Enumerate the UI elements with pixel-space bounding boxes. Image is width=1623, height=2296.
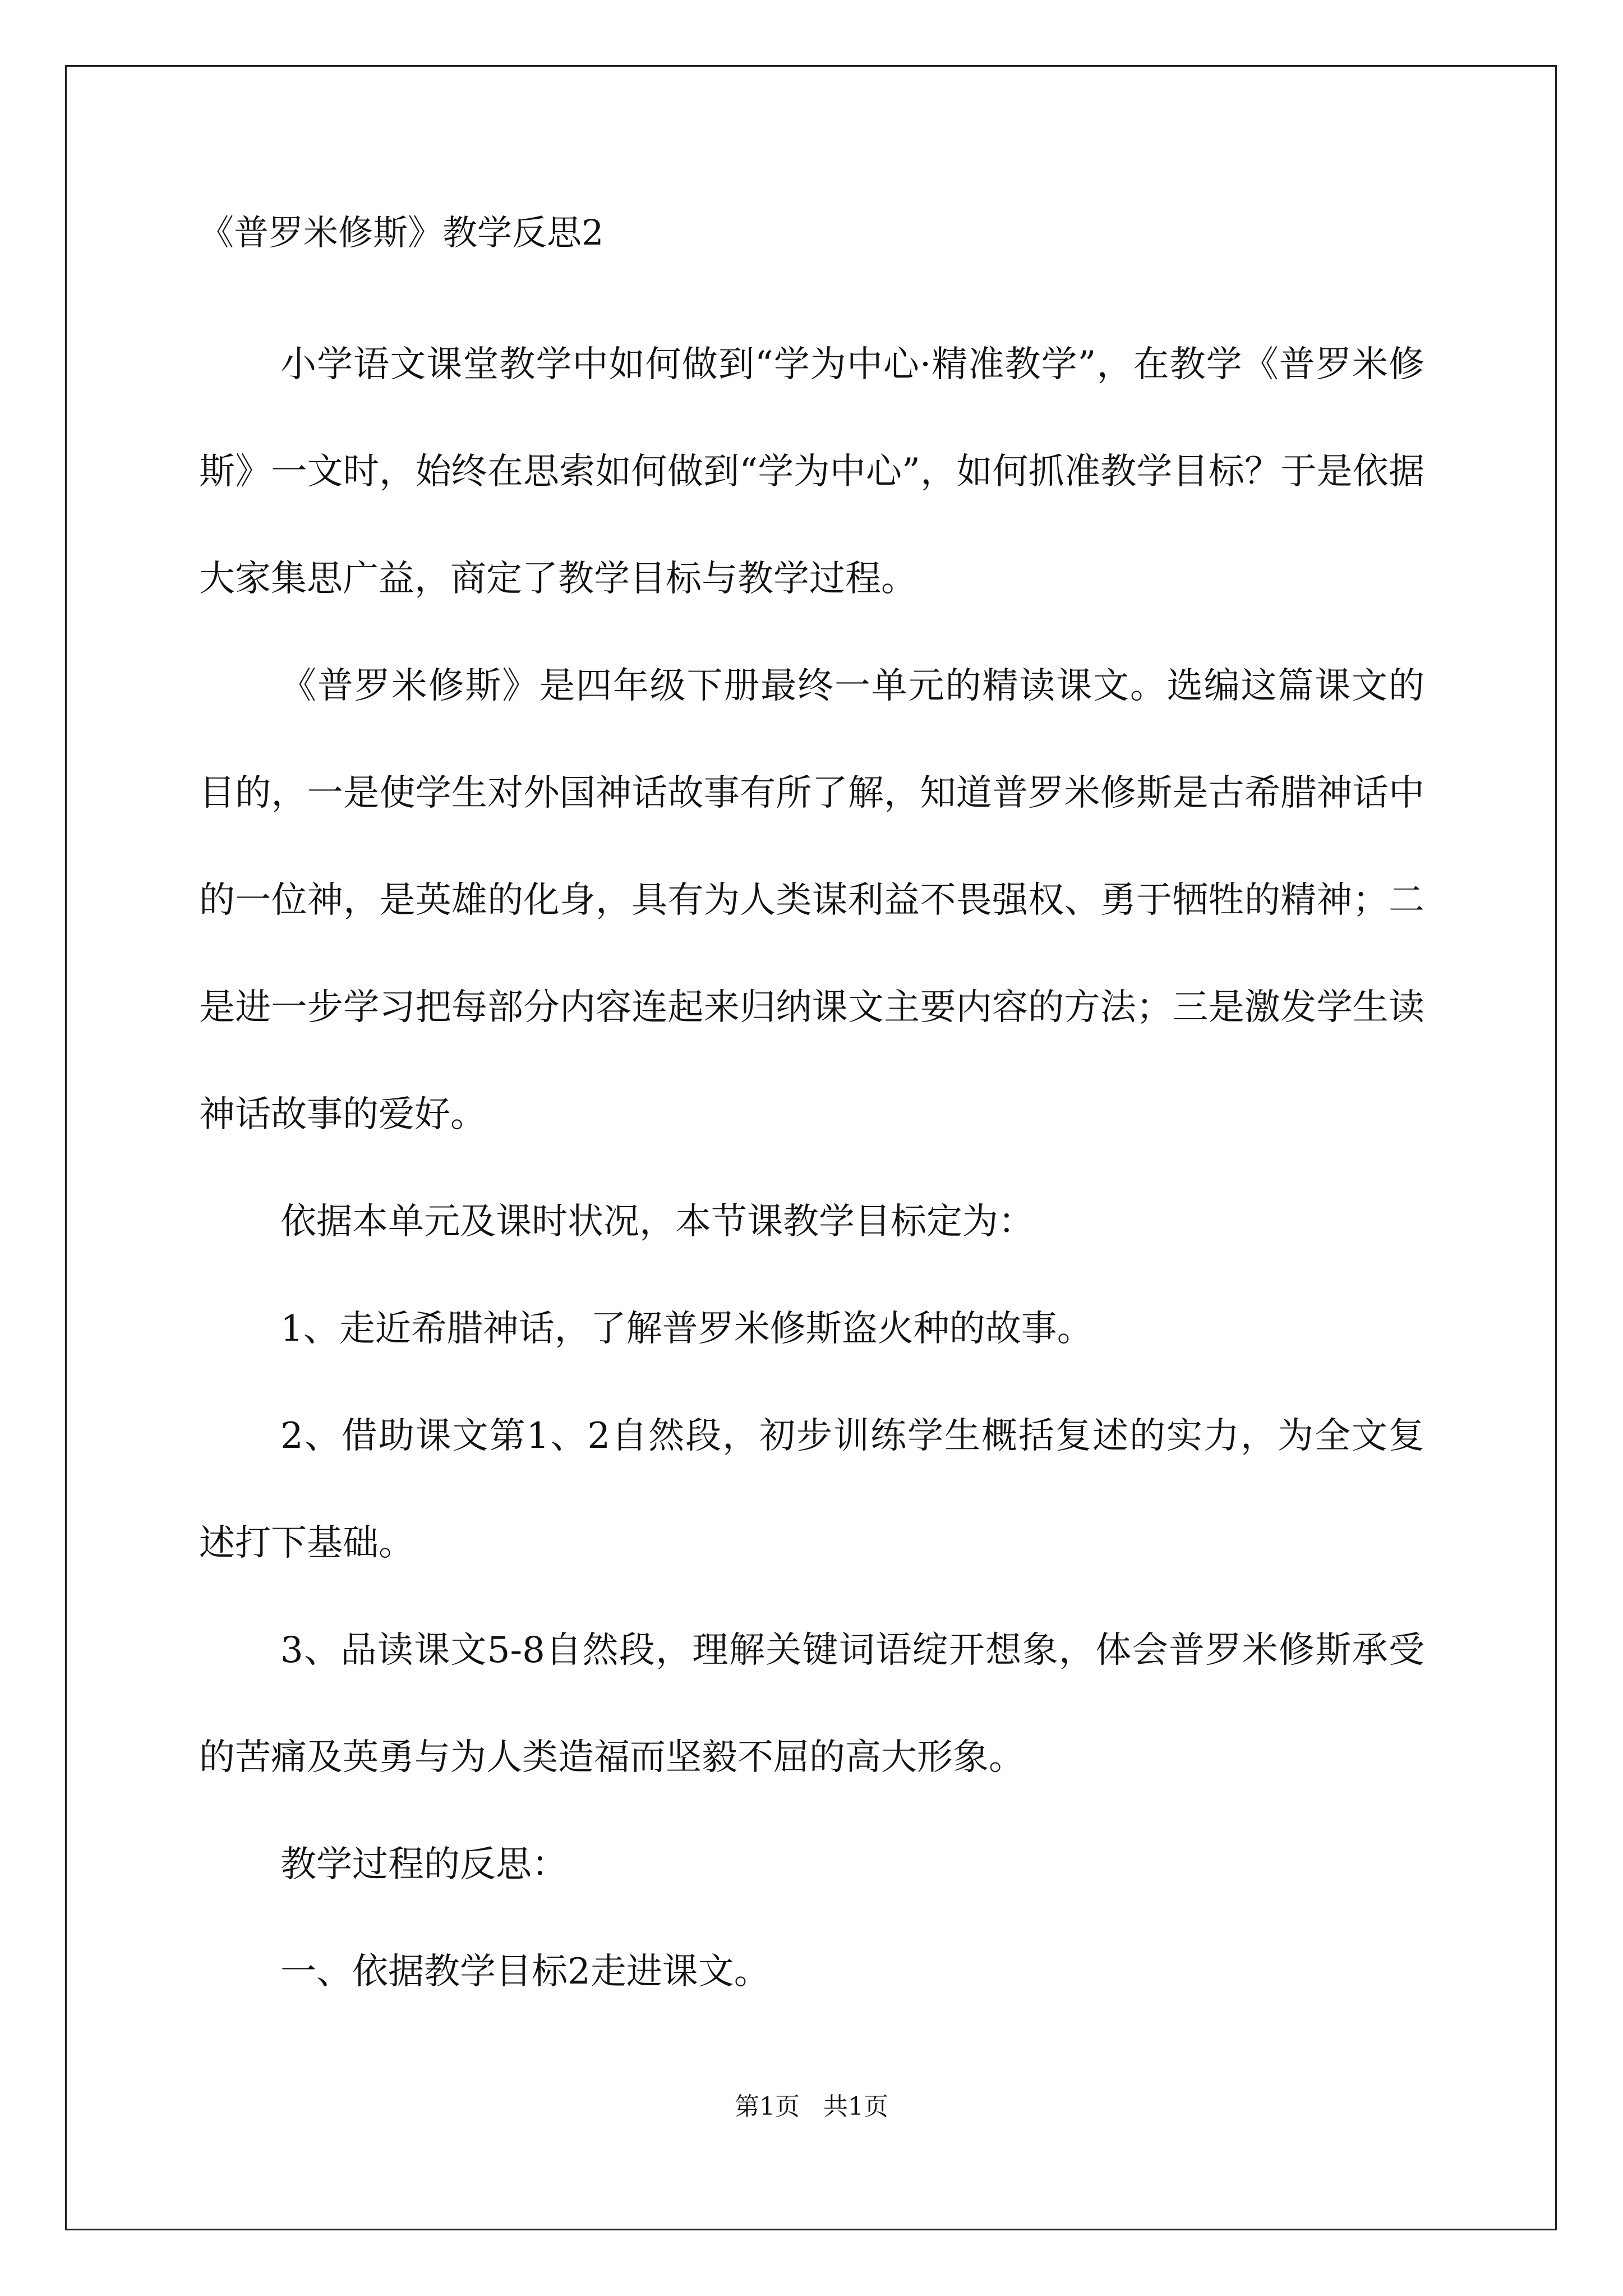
document-body	[199, 210, 1424, 2026]
paragraph-1: 小学语文课堂教学中如何做到“学为中心·精准教学”，在教学《普罗米修斯》一文时，始终在思索如何做到“学为中心”，如何抓准教学目标？于是依据大家集思广益，商定了教学目标与教学过程。	[199, 344, 1424, 600]
paragraph-5: 2、借助课文第1、2自然段，初步训练学生概括复述的实力，为全文复述打下基础。	[199, 1415, 1424, 1564]
paragraph-8: 一、依据教学目标2走进课文。	[280, 1951, 770, 1993]
page-footer: 第1页 共1页	[735, 2092, 888, 2121]
paragraph-4: 1、走近希腊神话，了解普罗米修斯盗火种的故事。	[280, 1308, 1093, 1350]
paragraph-6: 3、品读课文5-8自然段，理解关键词语绽开想象，体会普罗米修斯承受的苦痛及英勇与为人类造福而坚毅不屈的高大形象。	[199, 1630, 1424, 1778]
paragraph-3: 依据本单元及课时状况，本节课教学目标定为：	[280, 1201, 1034, 1243]
paragraph-2: 《普罗米修斯》是四年级下册最终一单元的精读课文。选编这篇课文的目的，一是使学生对外国神话故事有所了解，知道普罗米修斯是古希腊神话中的一位神，是英雄的化身，具有为人类谋利益不畏强权、勇于牺牲的精神；二是进一步学习把每部分内容连起来归纳课文主要内容的方法；三是激发学生读神话故事的爱好。	[199, 665, 1424, 1135]
paragraph-7: 教学过程的反思：	[280, 1844, 568, 1885]
document-title: 《普罗米修斯》教学反思2	[199, 212, 604, 253]
